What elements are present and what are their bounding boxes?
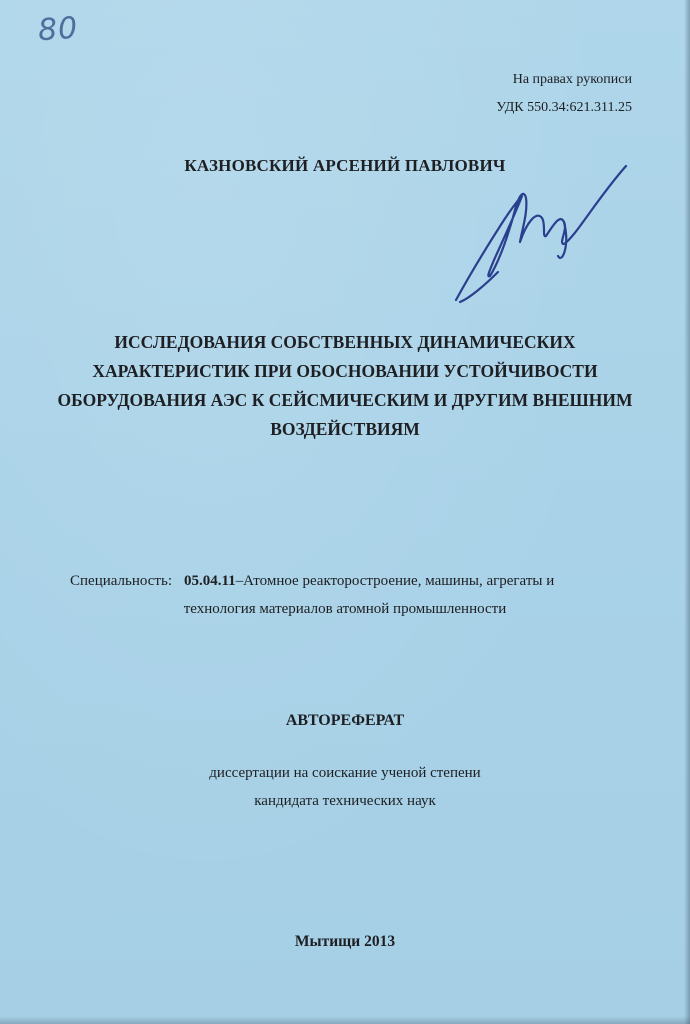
title-line: ОБОРУДОВАНИЯ АЭС К СЕЙСМИЧЕСКИМ И ДРУГИМ ВНЕШНИМ xyxy=(57,390,633,410)
author-name: КАЗНОВСКИЙ АРСЕНИЙ ПАВЛОВИЧ xyxy=(184,156,506,175)
specialty-label: Специальность: xyxy=(70,573,172,589)
title-line: ИССЛЕДОВАНИЯ СОБСТВЕННЫХ ДИНАМИЧЕСКИХ xyxy=(114,332,576,352)
specialty-description: –Атомное реакторостроение, машины, агрегаты и xyxy=(235,573,555,589)
specialty-code: 05.04.11 xyxy=(183,573,236,589)
dissertation-title xyxy=(40,328,650,444)
degree-line: диссертации на соискание ученой степени xyxy=(209,765,481,781)
document-type: АВТОРЕФЕРАТ xyxy=(285,712,405,729)
udk-code: УДК 550.34:621.311.25 xyxy=(496,100,632,115)
title-line: ВОЗДЕЙСТВИЯМ xyxy=(270,419,420,439)
signature-icon xyxy=(446,160,636,310)
specialty-block xyxy=(70,567,650,623)
title-line: ХАРАКТЕРИСТИК ПРИ ОБОСНОВАНИИ УСТОЙЧИВОСТИ xyxy=(92,361,598,381)
specialty-row xyxy=(70,567,650,595)
degree-block xyxy=(0,759,690,815)
degree-line: кандидата технических наук xyxy=(254,793,436,809)
page-edge-shadow xyxy=(684,0,690,1024)
handwritten-page-number: 80 xyxy=(36,10,80,49)
place-year: Мытищи 2013 xyxy=(294,933,396,950)
rights-notice: На правах рукописи xyxy=(512,72,632,87)
specialty-description-continued: технология материалов атомной промышленности xyxy=(183,601,507,617)
page-bottom-shadow xyxy=(0,1016,690,1024)
